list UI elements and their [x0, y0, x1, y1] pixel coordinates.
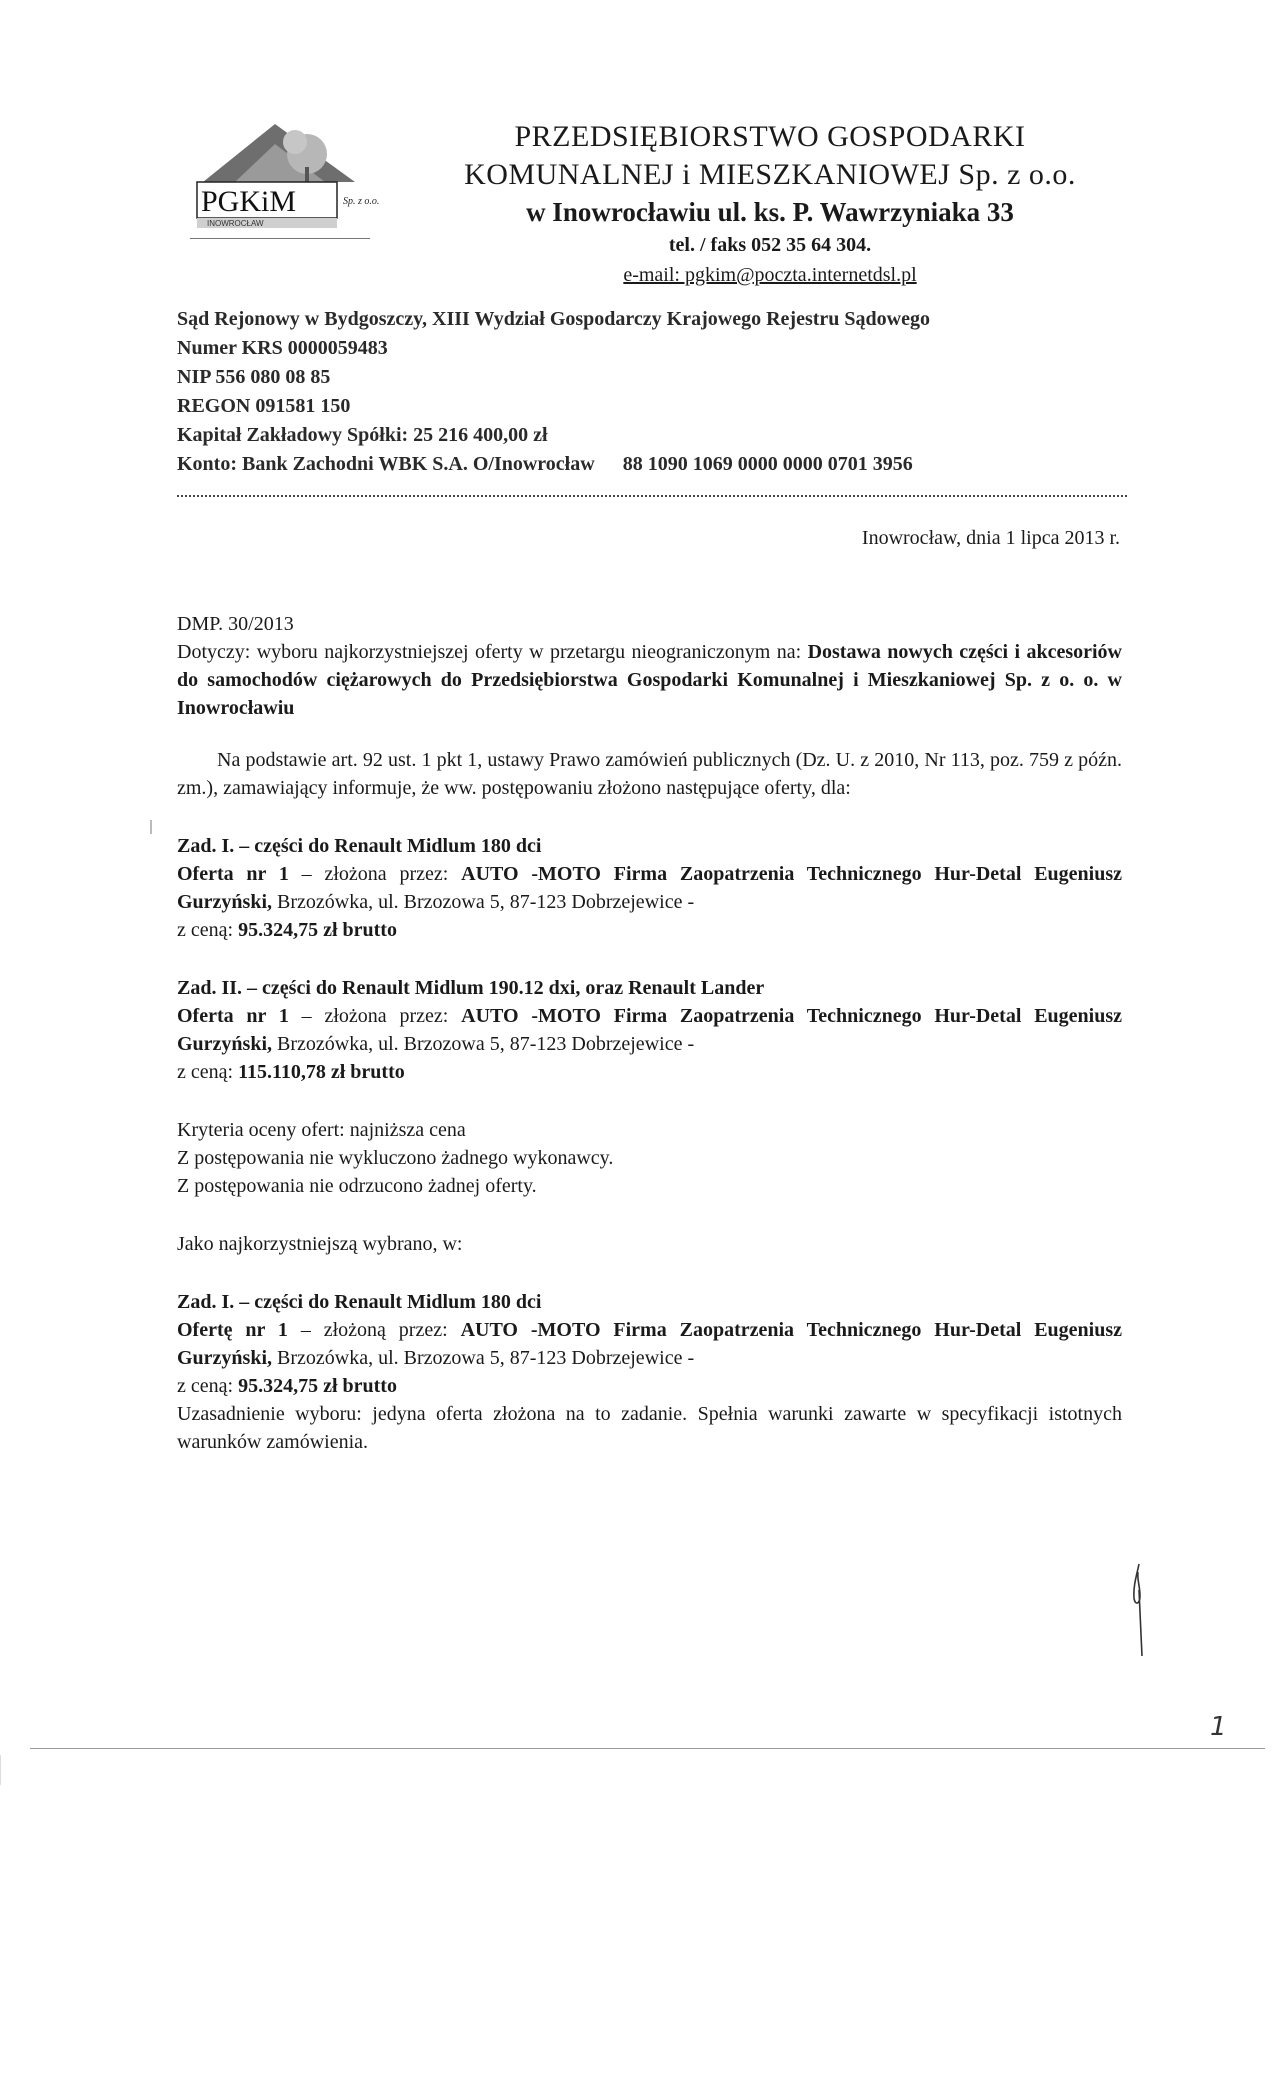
court-registry: Sąd Rejonowy w Bydgoszczy, XIII Wydział Gospodarczy Krajowego Rejestru Sądowego: [177, 308, 930, 330]
offer-address: Brzozówka, ul. Brzozowa 5, 87-123 Dobrzejewice -: [272, 1033, 695, 1055]
svg-text:Sp. z o.o.: Sp. z o.o.: [343, 196, 380, 207]
selection-justification: Uzasadnienie wyboru: jedyna oferta złożona na to zadanie. Spełnia warunki zawarte w specyfikacji istotnych warunków zamówienia.: [177, 1403, 1122, 1453]
bank-account-number: 88 1090 1069 0000 0000 0701 3956: [622, 453, 913, 475]
no-rejected-statement: Z postępowania nie odrzucono żadnej oferty.: [177, 1175, 537, 1197]
document-body: [177, 610, 1122, 1456]
no-excluded-statement: Z postępowania nie wykluczono żadnego wykonawcy.: [177, 1147, 614, 1169]
price-value: 95.324,75 zł brutto: [238, 919, 397, 941]
page-bottom-line: [30, 1748, 1265, 1749]
company-name-line1: PRZEDSIĘBIORSTWO GOSPODARKI: [514, 120, 1026, 153]
offer-mid: – złożona przez:: [288, 1005, 462, 1027]
regon-number: REGON 091581 150: [177, 395, 351, 417]
logo-text: PGKiM: [201, 185, 297, 218]
offer-mid: – złożoną przez:: [287, 1319, 461, 1341]
krs-number: Numer KRS 0000059483: [177, 337, 388, 359]
price-label: z ceną:: [177, 919, 239, 941]
selected-task-title: Zad. I. – części do Renault Midlum 180 dci: [177, 1291, 542, 1313]
task-1-offer: [177, 860, 1122, 916]
offer-mid: – złożona przez:: [288, 863, 462, 885]
bank-label: Konto: Bank Zachodni WBK S.A. O/Inowrocław: [177, 453, 595, 475]
company-name-line2: KOMUNALNEJ i MIESZKANIOWEJ Sp. z o.o.: [464, 158, 1076, 191]
offer-address: Brzozówka, ul. Brzozowa 5, 87-123 Dobrzejewice -: [272, 1347, 695, 1369]
task-1-title: Zad. I. – części do Renault Midlum 180 dci: [177, 835, 542, 857]
handwritten-signature: [1125, 1560, 1155, 1664]
dotted-separator: [177, 495, 1127, 497]
document-date: Inowrocław, dnia 1 lipca 2013 r.: [861, 527, 1120, 549]
price-value: 115.110,78 zł brutto: [238, 1061, 405, 1083]
company-email: e-mail: pgkim@poczta.internetdsl.pl: [623, 264, 917, 286]
price-value: 95.324,75 zł brutto: [238, 1375, 397, 1397]
bank-account: [177, 450, 1137, 479]
offer-company: AUTO -MOTO Firma Zaopatrzenia Technicznego Hur-Detal Eugeniusz Gurzyński,: [177, 1319, 1122, 1369]
evaluation-criteria: Kryteria oceny ofert: najniższa cena: [177, 1119, 466, 1141]
logo-underline: [190, 238, 370, 239]
signature-icon: [1125, 1560, 1155, 1660]
offer-label: Ofertę nr 1: [177, 1319, 288, 1341]
selected-price: [177, 1372, 1122, 1400]
legal-basis: Na podstawie art. 92 ust. 1 pkt 1, ustawy Prawo zamówień publicznych (Dz. U. z 2010, Nr 113, poz. 759 z późn. zm.), zamawiający informuje, że ww. postępowaniu złożono następujące oferty, dla:: [177, 749, 1122, 799]
svg-text:INOWROCŁAW: INOWROCŁAW: [207, 219, 264, 228]
subject: [177, 638, 1122, 722]
subject-title: Dostawa nowych części i akcesoriów do samochodów ciężarowych do Przedsiębiorstwa Gospodarki Komunalnej i Mieszkaniowej Sp. z o. o. w Inowrocławiu: [177, 641, 1122, 719]
offer-company: AUTO -MOTO Firma Zaopatrzenia Technicznego Hur-Detal Eugeniusz Gurzyński,: [177, 863, 1122, 913]
offer-address: Brzozówka, ul. Brzozowa 5, 87-123 Dobrzejewice -: [272, 891, 695, 913]
task-2-price: [177, 1058, 1122, 1086]
subject-prefix: Dotyczy: wyboru najkorzystniejszej oferty w przetargu nieograniczonym na:: [177, 641, 808, 663]
task-1-price: [177, 916, 1122, 944]
logo-graphic: [185, 112, 395, 242]
company-phone: tel. / faks 052 35 64 304.: [668, 234, 872, 256]
margin-mark: [150, 820, 152, 834]
share-capital: Kapitał Zakładowy Spółki: 25 216 400,00 zł: [177, 424, 548, 446]
registry-info: [177, 305, 1137, 479]
scan-edge-mark: [0, 1755, 1, 1785]
offer-company: AUTO -MOTO Firma Zaopatrzenia Technicznego Hur-Detal Eugeniusz Gurzyński,: [177, 1005, 1122, 1055]
price-label: z ceną:: [177, 1061, 239, 1083]
task-2-offers: [177, 974, 1122, 1086]
offer-label: Oferta nr 1: [177, 863, 289, 885]
selected-offer-details: [177, 1316, 1122, 1372]
selected-offer: [177, 1288, 1122, 1456]
offer-label: Oferta nr 1: [177, 1005, 289, 1027]
letterhead: [420, 118, 1120, 290]
task-2-offer: [177, 1002, 1122, 1058]
task-2-title: Zad. II. – części do Renault Midlum 190.12 dxi, oraz Renault Lander: [177, 977, 765, 999]
reference-number: DMP. 30/2013: [177, 613, 294, 635]
company-address: w Inowrocławiu ul. ks. P. Wawrzyniaka 33: [526, 197, 1014, 227]
selected-intro: Jako najkorzystniejszą wybrano, w:: [177, 1233, 463, 1255]
nip-number: NIP 556 080 08 85: [177, 366, 331, 388]
task-1-offers: [177, 832, 1122, 944]
company-logo: [185, 112, 395, 242]
handwritten-page-number: 1: [1210, 1712, 1227, 1742]
price-label: z ceną:: [177, 1375, 239, 1397]
